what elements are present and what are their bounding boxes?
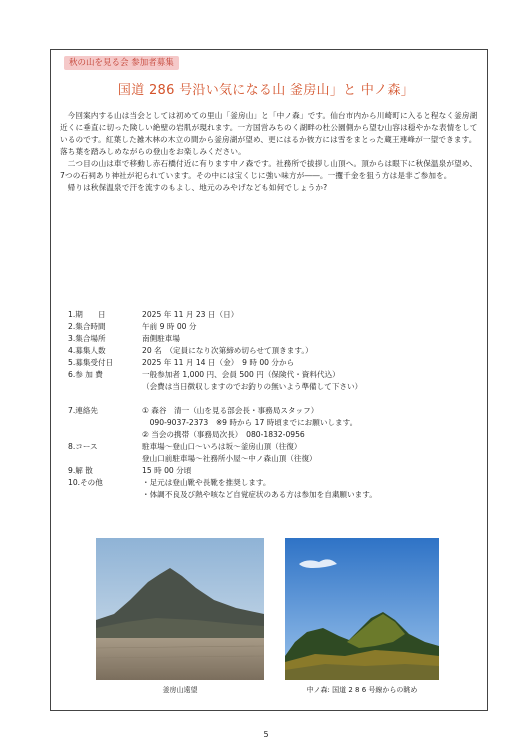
intro-paragraph-1: 今回案内する山は当会としては初めての里山「釜房山」と「中ノ森」です。仙台市内から川崎町に入ると程なく釜房湖近くに垂直に切った険しい絶壁の岩肌が現れます。一方国営みちのく湖畔の杜公園側から望む山容は穏やかな表情をしているのです。紅葉した雑木林の木立の間から釜房湖が望め、更にはるか彼方には雪をまとった蔵王連峰が一望できます。落ち葉を踏みしめながらの登山をお楽しみください。 bbox=[60, 111, 478, 156]
detail-other-2: ・体調不良及び熱や咳など自覚症状のある方は参加を自粛願います。 bbox=[142, 490, 377, 499]
detail-contact-phone: 090-9037-2373 ※9 時から 17 時頃までにお願いします。 bbox=[142, 418, 358, 427]
event-tag: 秋の山を見る会 参加者募集 bbox=[64, 56, 179, 70]
mountain-landscape-image bbox=[96, 538, 264, 680]
detail-count: 4.募集人数 20 名 （定員になり次第締め切らせて頂きます。） bbox=[68, 346, 313, 355]
intro-paragraph-3: 帰りは秋保温泉で汗を流すのもよし、地元のみやげなども如何でしょうか? bbox=[67, 183, 328, 192]
intro-text bbox=[60, 110, 480, 194]
detail-other: 10.その他 ・足元は登山靴や長靴を推奨します。 bbox=[68, 478, 271, 487]
intro-paragraph-2: 二つ目の山は車で移動し赤石橋付近に有ります中ノ森です。社務所で拔拶し山頂へ。頂からは眼下に秋保温泉が望め、7つの石祠あり神社が祀られています。その中には宝くじに強い味方が――。一攫千金を狙う方は是非ご参加を。 bbox=[60, 159, 478, 180]
detail-fee: 6.参 加 費 一般参加者 1,000 円、会員 500 円（保険代・資料代込） bbox=[68, 370, 340, 379]
detail-course-2: 登山口前駐車場～社務所小屋～中ノ森山頂（往復） bbox=[142, 454, 317, 463]
detail-date: 1.期 日 2025 年 11 月 23 日（日） bbox=[68, 310, 239, 319]
page-title: 国道 286 号沿い気になる山 釜房山」と 中ノ森」 bbox=[117, 83, 415, 98]
detail-course: 8.コース 駐車場～登山口～いろは坂～釜房山頂（往復） bbox=[68, 442, 302, 451]
event-details bbox=[68, 309, 478, 501]
detail-place: 3.集合場所 南側駐車場 bbox=[68, 334, 180, 343]
page-number: 5 bbox=[263, 730, 269, 739]
detail-fee-note: （会費は当日徴収しますのでお釣りの無いよう準備して下さい） bbox=[142, 382, 363, 391]
detail-dismiss: 9.解 散 15 時 00 分頃 bbox=[68, 466, 192, 475]
detail-contact-2: ② 当会の携帯（事務局次長） 080-1832-0956 bbox=[142, 430, 305, 439]
photo-caption-left: 釜房山遠望 bbox=[162, 686, 198, 694]
photo-nakanomori bbox=[285, 538, 439, 680]
detail-contact: 7.連絡先 ① 森谷 清一（山を見る部会長・事務局スタッフ） bbox=[68, 406, 319, 415]
autumn-forest-image bbox=[285, 538, 439, 680]
photo-caption-right: 中ノ森: 国道 2 8 6 号線からの眺め bbox=[306, 686, 418, 694]
photo-kamafusa-mountain bbox=[96, 538, 264, 680]
detail-time: 2.集合時間 午前 9 時 00 分 bbox=[68, 322, 197, 331]
detail-deadline: 5.募集受付日 2025 年 11 月 14 日（金） 9 時 00 分から bbox=[68, 358, 295, 367]
